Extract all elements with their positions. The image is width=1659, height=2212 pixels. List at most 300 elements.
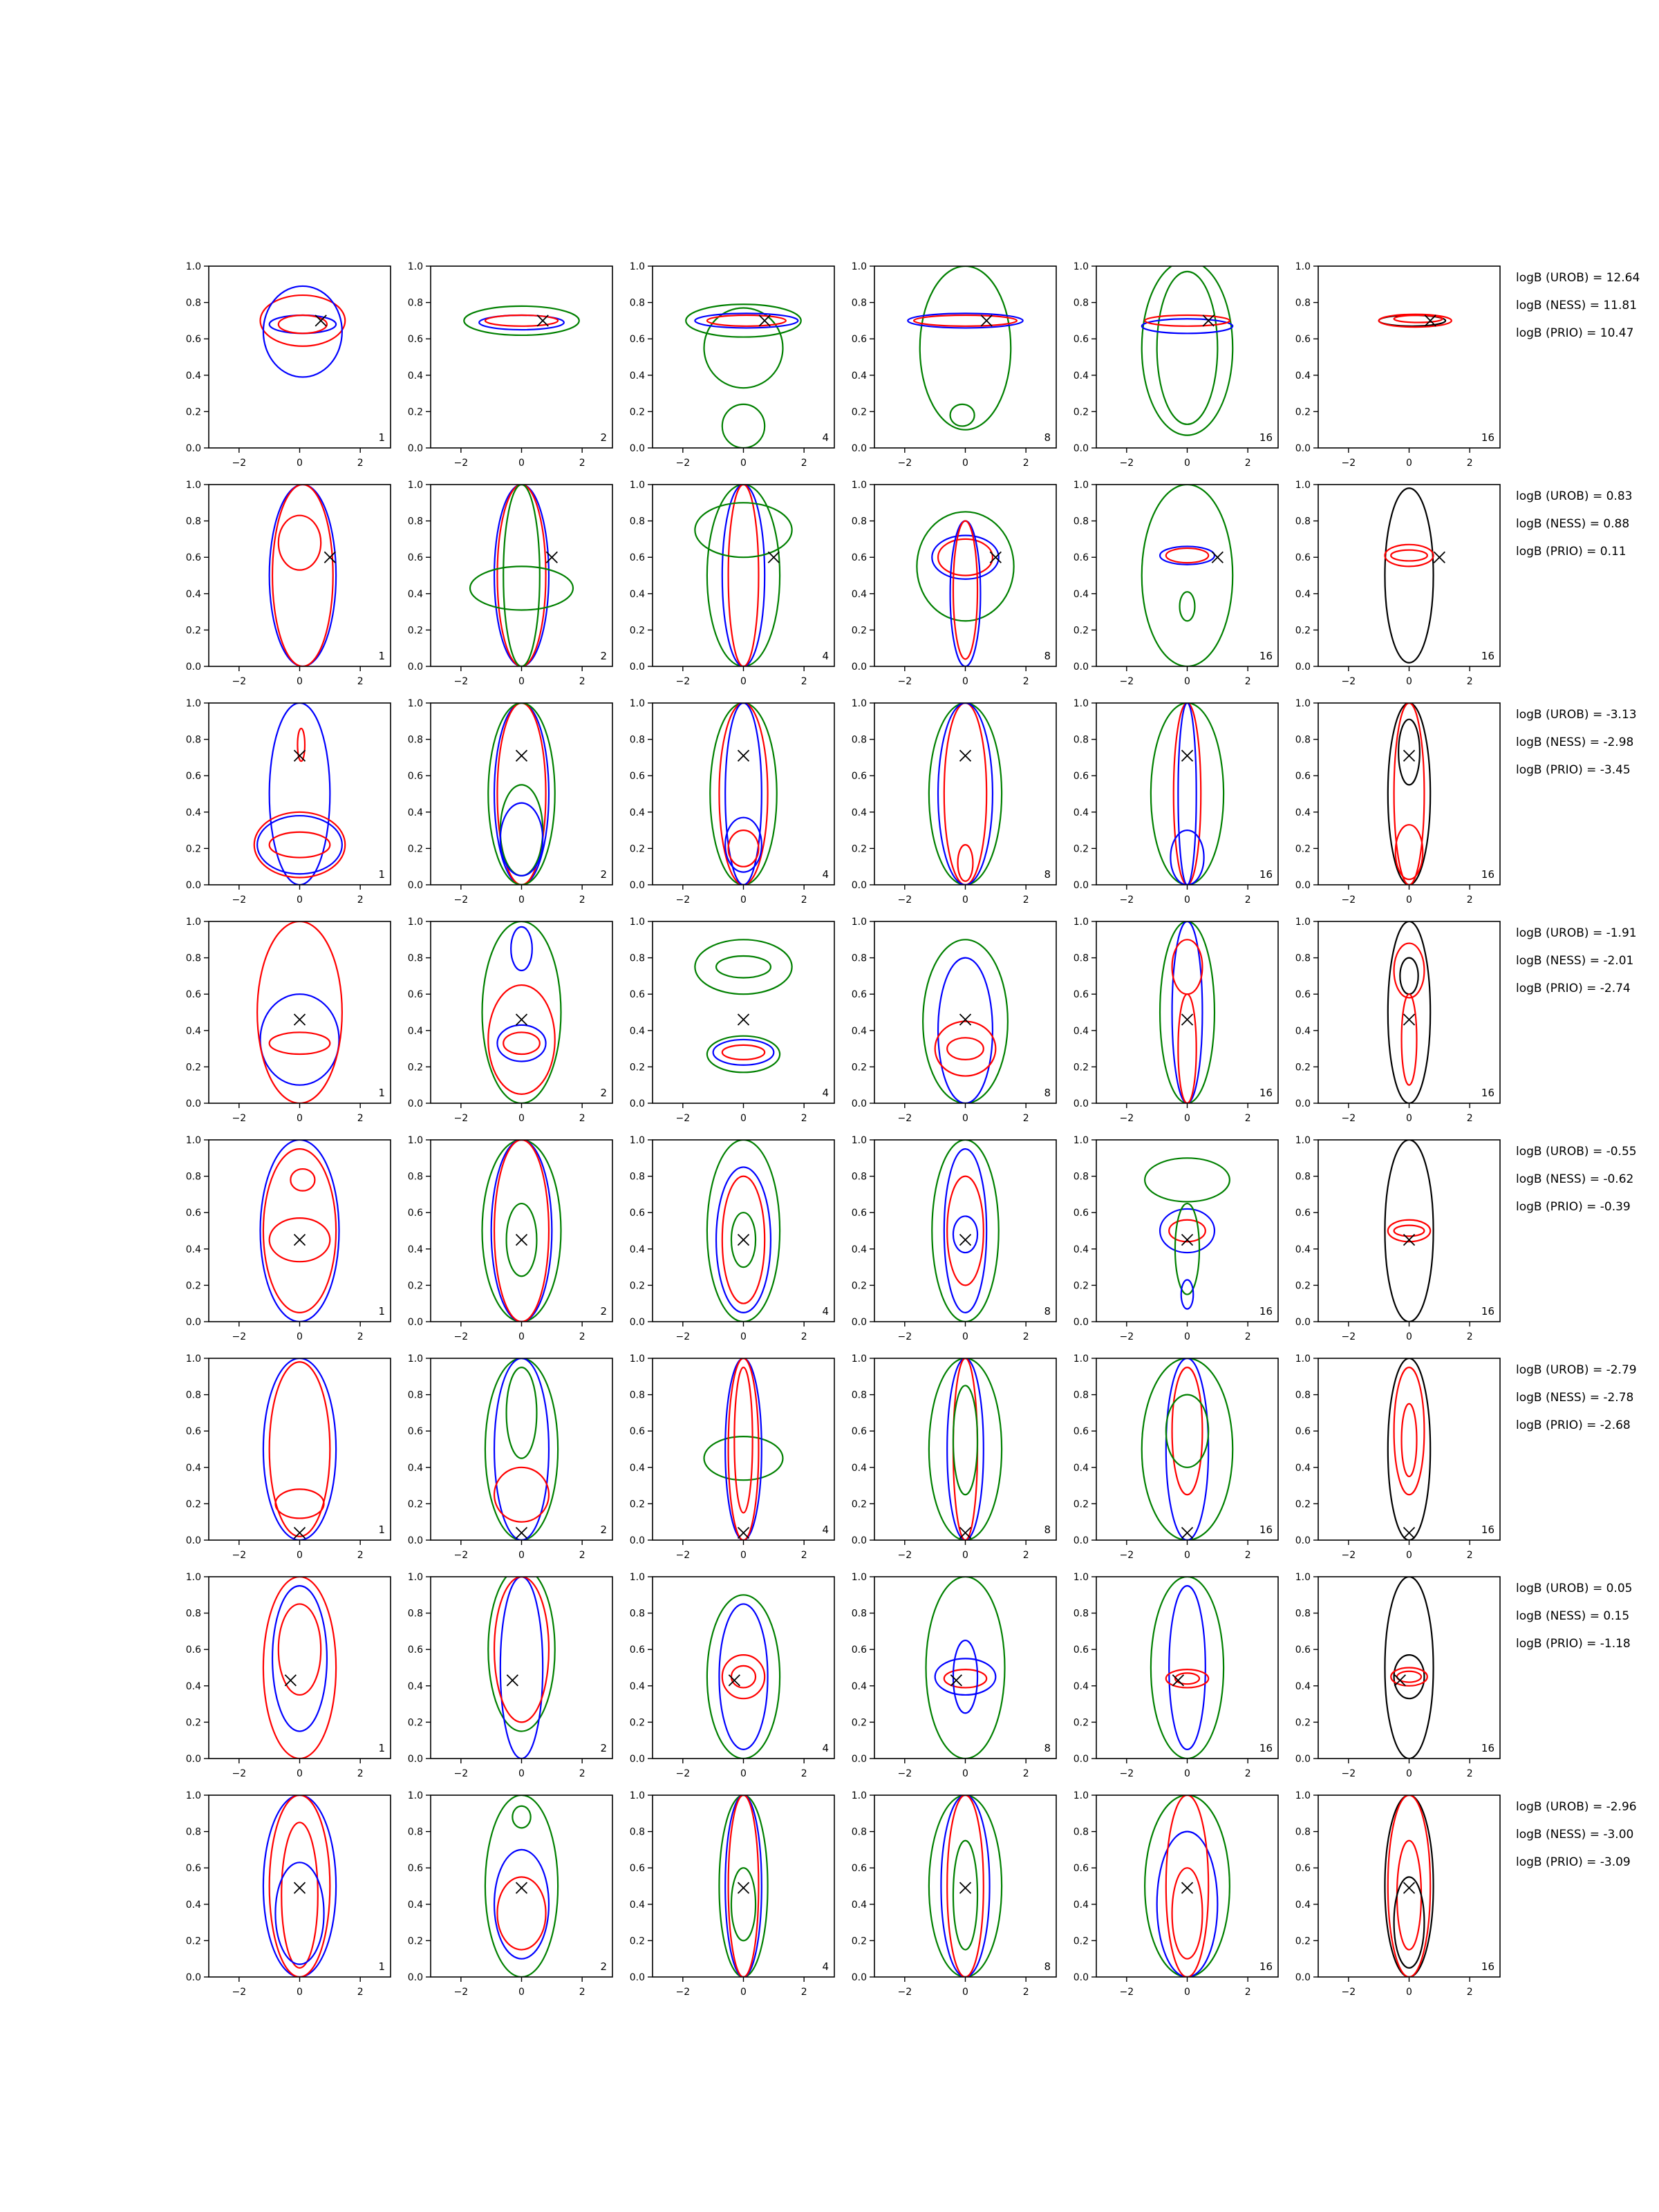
y-tick-label: 1.0: [629, 1572, 645, 1583]
y-tick-label: 0.6: [185, 552, 201, 564]
true-point-marker: [738, 750, 749, 761]
axes-frame: [874, 703, 1056, 885]
y-tick-label: 0.0: [185, 1535, 201, 1546]
y-tick-label: 0.2: [407, 1062, 423, 1074]
y-tick-label: 0.8: [185, 297, 201, 309]
contour-ref: [1388, 921, 1430, 1103]
x-tick-label: 0: [962, 1331, 968, 1342]
y-tick-label: 0.8: [851, 516, 867, 527]
contour-b: [494, 1140, 549, 1322]
x-tick-label: −2: [1119, 1768, 1134, 1779]
contour-c: [710, 703, 776, 885]
y-tick-label: 0.4: [1073, 1680, 1089, 1692]
y-tick-label: 0.4: [851, 588, 867, 600]
true-point-marker: [960, 750, 971, 761]
x-tick-label: −2: [1119, 1331, 1134, 1342]
x-tick-label: 2: [1022, 1550, 1029, 1561]
x-tick-label: 2: [1466, 1113, 1473, 1124]
panel-annotation: 2: [600, 431, 607, 444]
y-tick-label: 0.4: [1073, 1244, 1089, 1255]
y-tick-label: 0.8: [1295, 1826, 1311, 1838]
contour-group: [261, 1140, 339, 1322]
y-tick-label: 0.4: [185, 1899, 201, 1911]
contour-a: [272, 1586, 327, 1731]
y-tick-label: 0.4: [407, 588, 423, 600]
x-tick-label: 2: [1244, 458, 1251, 469]
true-point-marker: [507, 1675, 518, 1686]
contour-group: [464, 306, 579, 335]
y-tick-label: 0.2: [407, 1717, 423, 1729]
contour-c: [722, 404, 765, 448]
y-tick-label: 0.0: [1073, 443, 1089, 454]
y-tick-label: 0.2: [407, 625, 423, 637]
logb-label: logB (PRIO) = 0.11: [1516, 545, 1627, 559]
y-tick-label: 0.6: [1295, 1644, 1311, 1656]
contour-a: [500, 803, 543, 876]
y-tick-label: 1.0: [407, 480, 423, 491]
panel-annotation: 16: [1481, 868, 1494, 881]
contour-b: [914, 315, 1017, 326]
contour-group: [488, 703, 554, 885]
x-tick-label: −2: [232, 1768, 247, 1779]
panel-annotation: 4: [822, 1742, 829, 1754]
y-tick-label: 1.0: [407, 1572, 423, 1583]
y-tick-label: 0.4: [629, 1244, 645, 1255]
panel-annotation: 2: [600, 1960, 607, 1973]
axes-frame: [431, 266, 612, 448]
x-tick-label: −2: [675, 894, 691, 906]
y-tick-label: 0.4: [851, 1462, 867, 1474]
x-tick-label: 2: [357, 1550, 364, 1561]
y-tick-label: 1.0: [1295, 698, 1311, 709]
y-tick-label: 0.0: [1073, 1535, 1089, 1546]
panel-annotation: 16: [1481, 1305, 1494, 1318]
contour-group: [482, 921, 561, 1103]
contour-b: [281, 1822, 318, 1967]
x-tick-label: 2: [579, 894, 585, 906]
true-point-marker: [324, 552, 335, 563]
y-tick-label: 0.4: [185, 807, 201, 818]
true-point-marker: [1404, 1014, 1415, 1025]
x-tick-label: 2: [800, 1768, 807, 1779]
y-tick-label: 1.0: [185, 1572, 201, 1583]
y-tick-label: 0.4: [629, 588, 645, 600]
y-tick-label: 0.6: [407, 1208, 423, 1219]
y-tick-label: 0.2: [1295, 406, 1311, 418]
axes-frame: [1096, 703, 1278, 885]
x-tick-label: 0: [297, 1331, 303, 1342]
contour-a: [1178, 703, 1196, 885]
contour-c: [719, 1795, 767, 1977]
x-tick-label: 0: [518, 1550, 525, 1561]
x-tick-label: −2: [453, 676, 469, 687]
contour-group: [704, 1358, 783, 1540]
y-tick-label: 0.6: [629, 771, 645, 782]
x-tick-label: 0: [1184, 458, 1190, 469]
contour-b: [1397, 1841, 1421, 1950]
y-tick-label: 0.2: [629, 843, 645, 855]
contour-a: [511, 927, 532, 971]
true-point-marker: [294, 1014, 306, 1025]
y-tick-label: 0.0: [407, 1317, 423, 1328]
axes-frame: [209, 1358, 391, 1540]
axes-frame: [874, 266, 1056, 448]
y-tick-label: 0.8: [851, 953, 867, 964]
y-tick-label: 0.6: [629, 1863, 645, 1875]
x-tick-label: 0: [1406, 894, 1412, 906]
contour-c: [929, 703, 1002, 885]
x-tick-label: 2: [1466, 458, 1473, 469]
y-tick-label: 1.0: [185, 261, 201, 272]
contour-a: [932, 536, 998, 579]
x-tick-label: 0: [1184, 1331, 1190, 1342]
contour-a: [263, 1358, 336, 1540]
y-tick-label: 0.8: [407, 1389, 423, 1401]
y-tick-label: 1.0: [851, 480, 867, 491]
y-tick-label: 1.0: [851, 698, 867, 709]
x-tick-label: −2: [232, 676, 247, 687]
y-tick-label: 0.8: [185, 1171, 201, 1183]
x-tick-label: −2: [1119, 894, 1134, 906]
contour-ref: [1400, 958, 1418, 995]
panel-annotation: 8: [1044, 1960, 1051, 1973]
y-tick-label: 1.0: [185, 1135, 201, 1146]
y-tick-label: 0.6: [1073, 771, 1089, 782]
panel-r3-c1: [186, 698, 391, 906]
true-point-marker: [1434, 552, 1445, 563]
contour-b: [719, 703, 767, 885]
panel-annotation: 16: [1481, 1524, 1494, 1536]
y-tick-label: 0.2: [407, 1936, 423, 1947]
y-tick-label: 0.0: [629, 880, 645, 891]
contour-b: [1396, 825, 1423, 879]
y-tick-label: 1.0: [407, 261, 423, 272]
contour-a: [938, 958, 993, 1103]
y-tick-label: 0.8: [407, 734, 423, 746]
y-tick-label: 1.0: [851, 917, 867, 928]
panel-r5-c4: [852, 1135, 1056, 1342]
x-tick-label: 0: [518, 1331, 525, 1342]
contour-c: [926, 1577, 1005, 1759]
contour-c: [1151, 703, 1224, 885]
y-tick-label: 0.6: [629, 1644, 645, 1656]
x-tick-label: −2: [232, 1113, 247, 1124]
y-tick-label: 0.0: [407, 1535, 423, 1546]
y-tick-label: 0.4: [1295, 1680, 1311, 1692]
y-tick-label: 0.8: [185, 1389, 201, 1401]
true-point-marker: [768, 552, 779, 563]
y-tick-label: 0.2: [1073, 406, 1089, 418]
y-tick-label: 0.4: [407, 1899, 423, 1911]
y-tick-label: 0.8: [185, 1826, 201, 1838]
contour-b: [290, 1169, 315, 1191]
x-tick-label: −2: [897, 1331, 912, 1342]
x-tick-label: 0: [297, 894, 303, 906]
y-tick-label: 0.2: [851, 843, 867, 855]
true-point-marker: [960, 1235, 971, 1246]
y-tick-label: 0.0: [1073, 880, 1089, 891]
contour-group: [254, 703, 346, 885]
x-tick-label: −2: [1341, 1113, 1356, 1124]
panel-annotation: 1: [378, 1524, 385, 1536]
y-tick-label: 0.0: [629, 1535, 645, 1546]
panel-annotation: 4: [822, 1960, 829, 1973]
y-tick-label: 1.0: [1295, 917, 1311, 928]
logb-label: logB (NESS) = -0.62: [1516, 1172, 1634, 1186]
contour-group: [270, 485, 336, 666]
x-tick-label: 2: [800, 894, 807, 906]
y-tick-label: 0.8: [851, 1171, 867, 1183]
logb-label: logB (NESS) = 0.15: [1516, 1609, 1630, 1623]
y-tick-label: 0.4: [629, 1680, 645, 1692]
contour-group: [929, 1795, 1002, 1977]
y-tick-label: 0.4: [629, 1462, 645, 1474]
contour-group: [1142, 261, 1233, 435]
x-tick-label: 0: [962, 676, 968, 687]
contour-b: [944, 703, 986, 885]
panel-r6-c3: [630, 1353, 834, 1561]
y-tick-label: 1.0: [851, 261, 867, 272]
y-tick-label: 0.6: [1073, 1208, 1089, 1219]
x-tick-label: −2: [453, 1768, 469, 1779]
panel-r7-c3: [630, 1572, 834, 1779]
y-tick-label: 1.0: [1073, 261, 1089, 272]
y-tick-label: 0.0: [407, 1754, 423, 1765]
y-tick-label: 0.0: [851, 1098, 867, 1109]
logb-label: logB (NESS) = -2.01: [1516, 954, 1634, 968]
y-tick-label: 0.8: [1073, 1608, 1089, 1620]
contour-c: [485, 1358, 558, 1540]
x-tick-label: −2: [897, 894, 912, 906]
true-point-marker: [285, 1675, 296, 1686]
y-tick-label: 0.8: [629, 1389, 645, 1401]
y-tick-label: 0.2: [185, 406, 201, 418]
panel-r7-c1: [186, 1572, 391, 1779]
x-tick-label: −2: [232, 458, 247, 469]
true-point-marker: [516, 750, 527, 761]
contour-a: [494, 1850, 549, 1959]
y-tick-label: 1.0: [185, 698, 201, 709]
y-tick-label: 1.0: [1295, 1353, 1311, 1365]
contour-a: [497, 1025, 545, 1062]
x-tick-label: 0: [1184, 676, 1190, 687]
y-tick-label: 0.8: [1073, 1171, 1089, 1183]
y-tick-label: 0.6: [851, 989, 867, 1001]
x-tick-label: −2: [232, 1331, 247, 1342]
y-tick-label: 1.0: [407, 1790, 423, 1801]
contour-b: [1175, 1673, 1199, 1684]
contour-b: [1385, 545, 1433, 567]
contour-b: [1402, 994, 1417, 1085]
panel-annotation: 1: [378, 868, 385, 881]
y-tick-label: 0.8: [629, 1171, 645, 1183]
y-tick-label: 0.8: [185, 1608, 201, 1620]
contour-b: [707, 315, 786, 326]
contour-c: [1157, 272, 1218, 424]
x-tick-label: 0: [1184, 1113, 1190, 1124]
y-tick-label: 0.8: [1073, 953, 1089, 964]
y-tick-label: 0.2: [407, 843, 423, 855]
y-tick-label: 0.2: [1073, 1936, 1089, 1947]
y-tick-label: 0.8: [1295, 516, 1311, 527]
x-tick-label: 2: [579, 1331, 585, 1342]
y-tick-label: 0.6: [851, 1208, 867, 1219]
logb-label: logB (UROB) = 12.64: [1516, 271, 1640, 285]
x-tick-label: 0: [518, 1987, 525, 1998]
y-tick-label: 0.0: [1073, 662, 1089, 673]
contour-a: [270, 485, 336, 666]
y-tick-label: 0.6: [185, 1644, 201, 1656]
x-tick-label: 2: [1244, 1550, 1251, 1561]
x-tick-label: 0: [1406, 1113, 1412, 1124]
y-tick-label: 0.2: [851, 625, 867, 637]
y-tick-label: 0.6: [1295, 989, 1311, 1001]
axes-frame: [874, 1577, 1056, 1759]
contour-b: [279, 516, 321, 570]
y-tick-label: 0.2: [629, 406, 645, 418]
y-tick-label: 0.6: [407, 989, 423, 1001]
panel-annotation: 2: [600, 1524, 607, 1536]
y-tick-label: 0.2: [407, 406, 423, 418]
y-tick-label: 0.0: [629, 1098, 645, 1109]
contour-c: [917, 512, 1013, 621]
panel-annotation: 2: [600, 868, 607, 881]
axes-frame: [1096, 1358, 1278, 1540]
y-tick-label: 0.4: [407, 1462, 423, 1474]
panel-r8-c4: [852, 1790, 1056, 1998]
axes-frame: [209, 921, 391, 1103]
contour-b: [729, 830, 759, 867]
axes-frame: [1318, 1140, 1500, 1322]
x-tick-label: −2: [453, 1550, 469, 1561]
logb-label: logB (UROB) = -2.79: [1516, 1363, 1637, 1377]
y-tick-label: 1.0: [1073, 1572, 1089, 1583]
contour-a: [953, 1216, 977, 1253]
x-tick-label: 0: [518, 1768, 525, 1779]
x-tick-label: 0: [1184, 1987, 1190, 1998]
true-point-marker: [1182, 1014, 1193, 1025]
y-tick-label: 1.0: [1073, 1790, 1089, 1801]
y-tick-label: 0.0: [629, 1754, 645, 1765]
contour-group: [1388, 921, 1430, 1103]
contour-b: [254, 812, 346, 878]
y-tick-label: 0.2: [629, 625, 645, 637]
contour-group: [1388, 1358, 1430, 1540]
contour-c: [1142, 1358, 1233, 1540]
y-tick-label: 0.6: [185, 1426, 201, 1438]
y-tick-label: 0.8: [1073, 1826, 1089, 1838]
x-tick-label: −2: [1341, 1768, 1356, 1779]
contour-a: [263, 286, 342, 377]
panel-annotation: 16: [1259, 868, 1273, 881]
contour-group: [1151, 703, 1224, 885]
contour-a: [950, 521, 981, 666]
contour-b: [270, 832, 330, 858]
x-tick-label: 0: [740, 894, 747, 906]
contour-b: [947, 1038, 984, 1060]
y-tick-label: 1.0: [185, 917, 201, 928]
y-tick-label: 0.0: [851, 1754, 867, 1765]
contour-b: [1391, 550, 1427, 561]
logb-label: logB (NESS) = -2.78: [1516, 1391, 1634, 1405]
contour-a: [491, 1140, 552, 1322]
y-tick-label: 0.4: [407, 1025, 423, 1037]
contour-c: [488, 703, 554, 885]
contour-group: [1145, 1795, 1230, 1977]
panel-r4-c3: [630, 917, 834, 1124]
contour-c: [716, 956, 771, 978]
logb-label: logB (UROB) = -1.91: [1516, 926, 1637, 940]
contour-group: [482, 1140, 561, 1322]
x-tick-label: 0: [297, 1113, 303, 1124]
y-tick-label: 0.4: [1295, 1025, 1311, 1037]
x-tick-label: 2: [1022, 894, 1029, 906]
panel-r6-c2: [408, 1353, 612, 1561]
y-tick-label: 0.6: [1073, 334, 1089, 346]
y-tick-label: 0.8: [629, 734, 645, 746]
contour-group: [263, 1795, 336, 1977]
true-point-marker: [738, 1527, 749, 1538]
panel-r2-c2: [408, 480, 612, 687]
x-tick-label: 2: [800, 458, 807, 469]
panel-r2-c5: [1074, 480, 1278, 687]
panel-r4-c4: [852, 917, 1056, 1124]
contour-c: [707, 1595, 780, 1759]
contour-a: [944, 1149, 986, 1313]
y-tick-label: 1.0: [851, 1790, 867, 1801]
y-tick-label: 0.0: [1295, 1535, 1311, 1546]
x-tick-label: 2: [1022, 1331, 1029, 1342]
panel-annotation: 16: [1481, 1087, 1494, 1099]
y-tick-label: 1.0: [629, 698, 645, 709]
y-tick-label: 0.2: [185, 1280, 201, 1292]
x-tick-label: 2: [800, 1331, 807, 1342]
y-tick-label: 1.0: [1295, 261, 1311, 272]
y-tick-label: 0.4: [1295, 1899, 1311, 1911]
contour-b: [1166, 1795, 1208, 1977]
axes-frame: [1318, 485, 1500, 666]
y-tick-label: 0.2: [1073, 1717, 1089, 1729]
y-tick-label: 0.4: [1073, 588, 1089, 600]
x-tick-label: 2: [357, 1768, 364, 1779]
x-tick-label: −2: [1341, 676, 1356, 687]
y-tick-label: 0.4: [851, 807, 867, 818]
x-tick-label: 2: [1244, 676, 1251, 687]
y-tick-label: 0.0: [851, 880, 867, 891]
x-tick-label: 2: [579, 676, 585, 687]
contour-c: [1142, 261, 1233, 435]
y-tick-label: 0.2: [407, 1280, 423, 1292]
y-tick-label: 1.0: [407, 1135, 423, 1146]
y-tick-label: 0.8: [407, 1171, 423, 1183]
panel-r7-c5: [1074, 1572, 1278, 1779]
y-tick-label: 0.0: [407, 1098, 423, 1109]
y-tick-label: 0.6: [1295, 771, 1311, 782]
contour-group: [695, 939, 791, 1072]
y-tick-label: 0.4: [1073, 807, 1089, 818]
axes-frame: [209, 485, 391, 666]
x-tick-label: 0: [297, 458, 303, 469]
contour-b: [722, 1045, 765, 1060]
x-tick-label: −2: [897, 458, 912, 469]
y-tick-label: 0.6: [185, 1208, 201, 1219]
x-tick-label: −2: [232, 1987, 247, 1998]
y-tick-label: 0.2: [629, 1499, 645, 1510]
panel-r1-c1: [186, 261, 391, 469]
x-tick-label: 2: [1244, 1987, 1251, 1998]
contour-b: [935, 1022, 996, 1076]
contour-c: [500, 785, 543, 876]
